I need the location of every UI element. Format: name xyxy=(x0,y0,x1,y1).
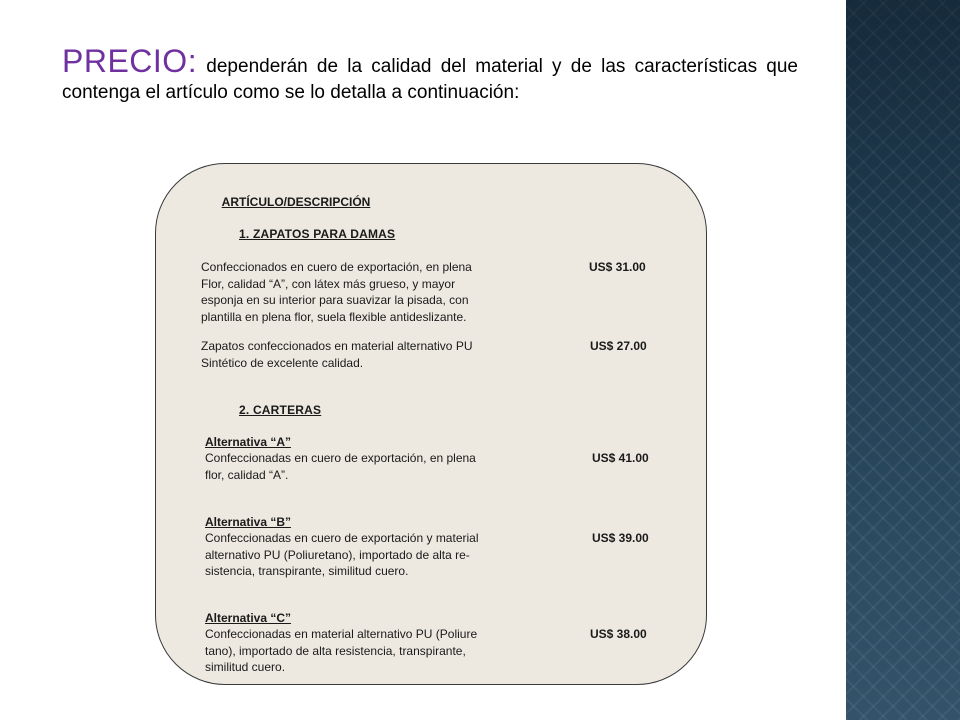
section-title-carteras: 2. CARTERAS xyxy=(239,403,322,417)
alternative-a-description: Confeccionadas en cuero de exportación, en plena flor, calidad “A”. xyxy=(205,451,476,482)
heading-text: dependerán de la calidad del material y de las características que contenga el artículo como se lo detalla a continuación: xyxy=(62,56,798,103)
section-title-zapatos: 1. ZAPATOS PARA DAMAS xyxy=(239,227,396,241)
heading-label: PRECIO: xyxy=(62,43,198,79)
card-title: ARTÍCULO/DESCRIPCIÓN xyxy=(221,195,371,209)
alternative-b-title: Alternativa “B” xyxy=(205,515,292,529)
alternative-a-price: US$ 41.00 xyxy=(592,451,649,465)
alternative-a-title: Alternativa “A” xyxy=(205,435,292,449)
item-price-zapatos-cuero: US$ 31.00 xyxy=(589,260,646,274)
alternative-b-price: US$ 39.00 xyxy=(592,531,649,545)
alternative-c-title: Alternativa “C” xyxy=(205,611,292,625)
item-description-zapatos-cuero: Confeccionados en cuero de exportación, en plena Flor, calidad “A”, con látex más grueso, y mayor esponja en su interior para suavizar la pisada, con plantilla en plena flor, suela flexible antideslizante. xyxy=(201,260,472,324)
decorative-sidebar xyxy=(846,0,960,720)
price-card xyxy=(155,163,707,685)
alternative-b-description: Confeccionadas en cuero de exportación y material alternativo PU (Poliuretano), importado de alta re- sistencia, transpirante, similitud cuero. xyxy=(205,531,479,578)
alternative-c-price: US$ 38.00 xyxy=(590,627,647,641)
price-heading xyxy=(62,43,798,106)
alternative-c-description: Confeccionadas en material alternativo PU (Poliure tano), importado de alta resistencia, transpirante, similitud cuero. xyxy=(205,627,478,674)
item-price-zapatos-pu: US$ 27.00 xyxy=(590,339,647,353)
item-description-zapatos-pu: Zapatos confeccionados en material alternativo PU Sintético de excelente calidad. xyxy=(201,339,473,370)
